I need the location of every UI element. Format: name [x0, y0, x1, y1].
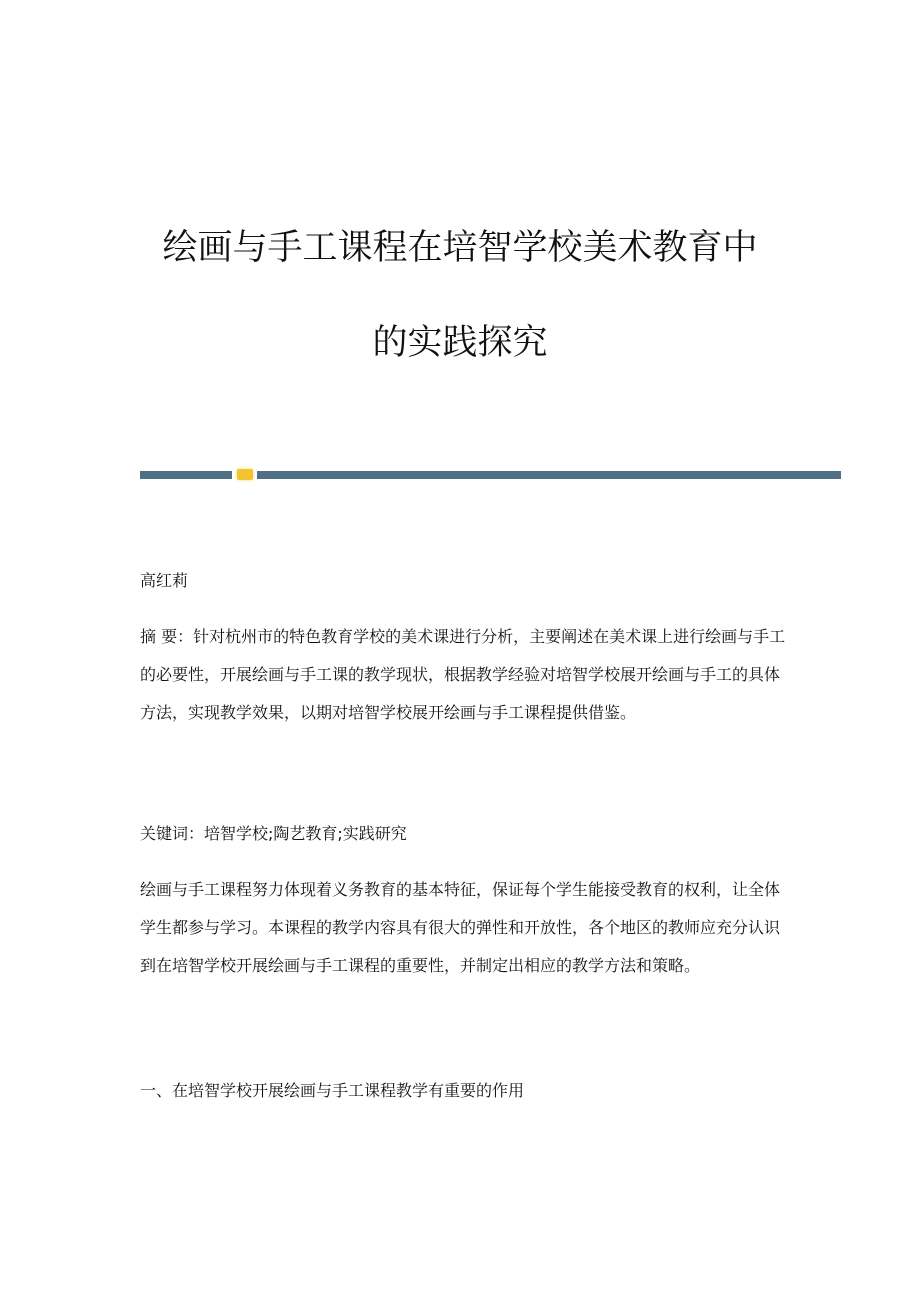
intro-paragraph: 绘画与手工课程努力体现着义务教育的基本特征，保证每个学生能接受教育的权利，让全体学生都参与学习。本课程的教学内容具有很大的弹性和开放性，各个地区的教师应充分认识到在培智学校开展绘画与手工课程的重要性，并制定出相应的教学方法和策略。 — [140, 880, 781, 975]
divider-ornament-icon — [237, 469, 253, 480]
divider-left — [140, 471, 232, 479]
abstract: 摘 要：针对杭州市的特色教育学校的美术课进行分析，主要阐述在美术课上进行绘画与手工的必要性，开展绘画与手工课的教学现状，根据教学经验对培智学校展开绘画与手工的具体方法，实现教学效果，以期对培智学校展开绘画与手工课程提供借鉴。 — [140, 627, 786, 722]
section-heading: 一、在培智学校开展绘画与手工课程教学有重要的作用 — [140, 1081, 525, 1100]
title-line-1: 绘画与手工课程在培智学校美术教育中 — [162, 228, 758, 268]
divider-right — [257, 471, 841, 479]
keywords: 关键词：培智学校;陶艺教育;实践研究 — [140, 824, 407, 843]
title-line-2: 的实践探究 — [372, 323, 548, 363]
author: 高红莉 — [140, 571, 189, 590]
